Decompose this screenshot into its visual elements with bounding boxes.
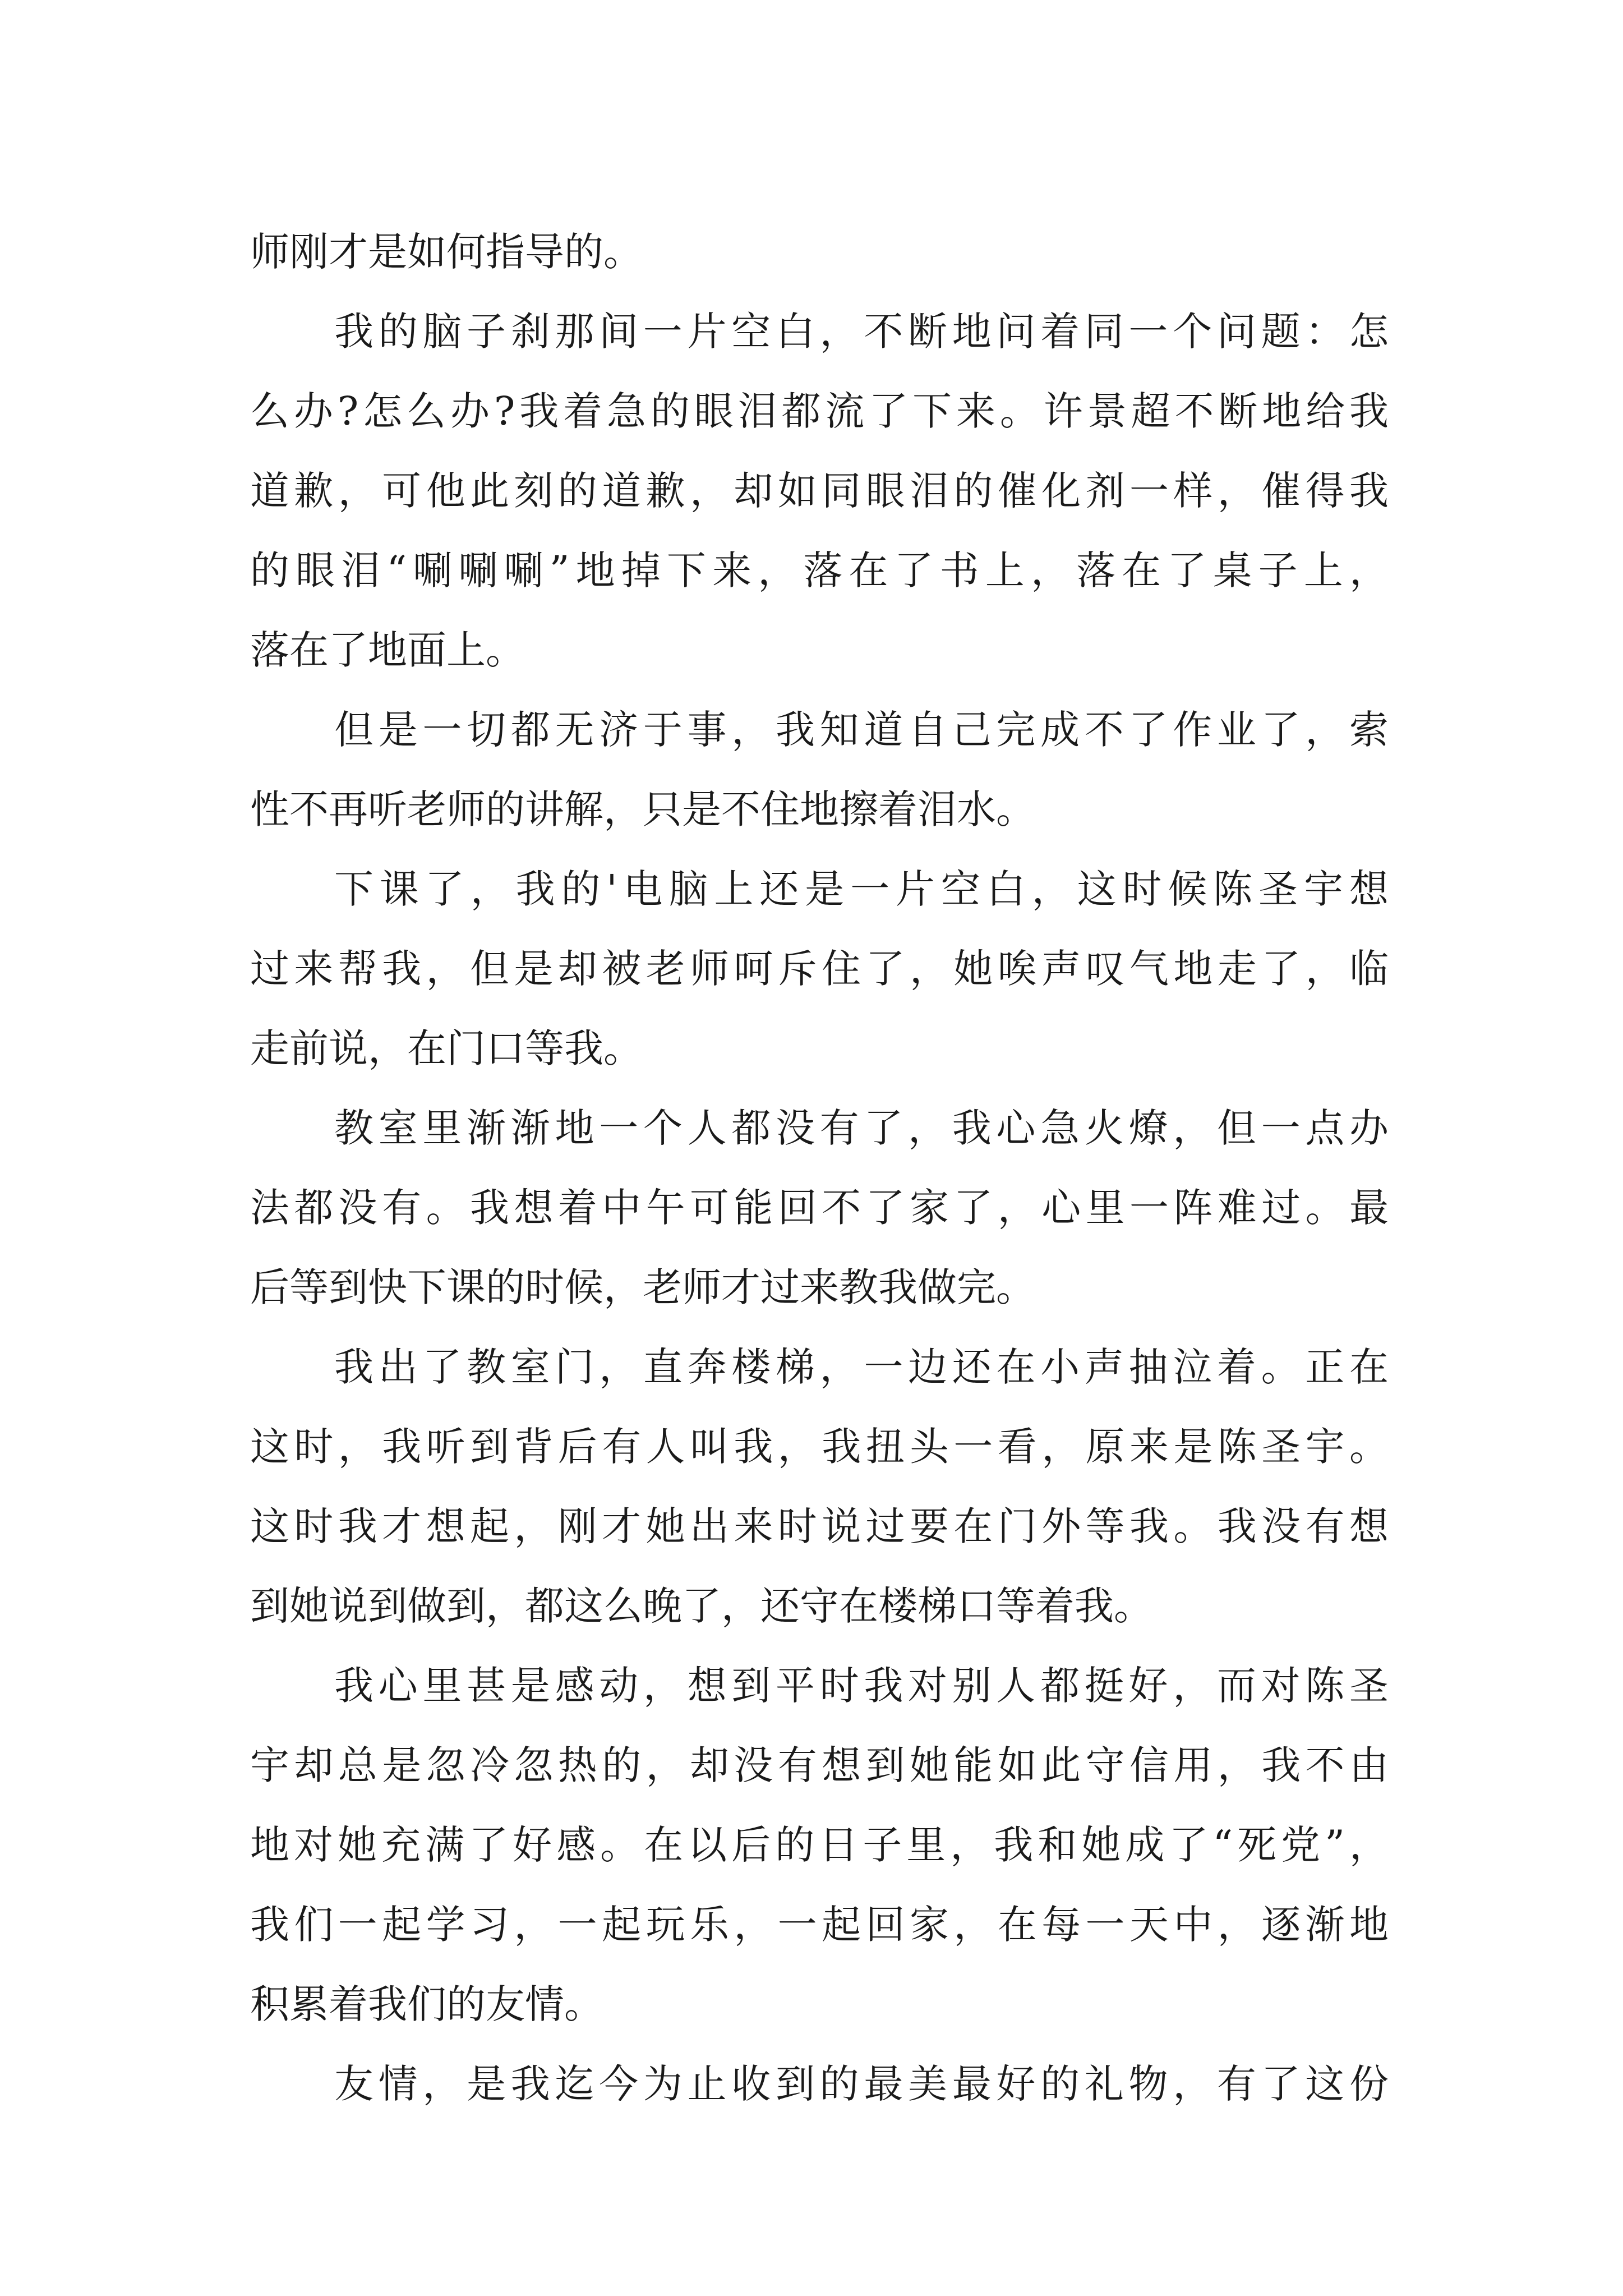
text-line: 么办?怎么办?我着急的眼泪都流了下来。许景超不断地给我 — [250, 388, 1389, 434]
text-line: 走前说，在门口等我。 — [250, 1025, 643, 1071]
text-line: 下课了，我的'电脑上还是一片空白，这时候陈圣宇想 — [334, 866, 1389, 912]
text-line: 这时我才想起，刚才她出来时说过要在门外等我。我没有想 — [250, 1503, 1389, 1549]
text-line: 积累着我们的友情。 — [250, 1981, 603, 2027]
text-line: 教室里渐渐地一个人都没有了，我心急火燎，但一点办 — [334, 1105, 1389, 1151]
text-line: 到她说到做到，都这么晚了，还守在楼梯口等着我。 — [250, 1583, 1153, 1629]
text-line: 我出了教室门，直奔楼梯，一边还在小声抽泣着。正在 — [334, 1344, 1389, 1390]
text-line: 我心里甚是感动，想到平时我对别人都挺好，而对陈圣 — [334, 1663, 1389, 1709]
text-line: 道歉，可他此刻的道歉，却如同眼泪的催化剂一样，催得我 — [250, 468, 1389, 514]
text-line: 我们一起学习，一起玩乐，一起回家，在每一天中，逐渐地 — [250, 1902, 1389, 1948]
text-line: 师刚才是如何指导的。 — [250, 229, 643, 275]
text-line: 后等到快下课的时候，老师才过来教我做完。 — [250, 1264, 1035, 1310]
text-line: 但是一切都无济于事，我知道自己完成不了作业了，索 — [334, 707, 1389, 753]
text-line: 地对她充满了好感。在以后的日子里，我和她成了“死党”， — [250, 1822, 1389, 1868]
text-line: 法都没有。我想着中午可能回不了家了，心里一阵难过。最 — [250, 1185, 1389, 1231]
text-line: 落在了地面上。 — [250, 627, 525, 673]
text-line: 这时，我听到背后有人叫我，我扭头一看，原来是陈圣宇。 — [250, 1424, 1389, 1470]
text-line: 过来帮我，但是却被老师呵斥住了，她唉声叹气地走了，临 — [250, 946, 1389, 992]
text-line: 性不再听老师的讲解，只是不住地擦着泪水。 — [250, 786, 1035, 832]
text-line: 我的脑子刹那间一片空白，不断地问着同一个问题：怎 — [334, 309, 1389, 355]
text-line: 的眼泪“唰唰唰”地掉下来，落在了书上，落在了桌子上， — [250, 547, 1389, 593]
document-body — [250, 212, 1389, 2124]
text-line: 宇却总是忽冷忽热的，却没有想到她能如此守信用，我不由 — [250, 1742, 1389, 1788]
text-line: 友情，是我迄今为止收到的最美最好的礼物，有了这份 — [334, 2061, 1389, 2107]
